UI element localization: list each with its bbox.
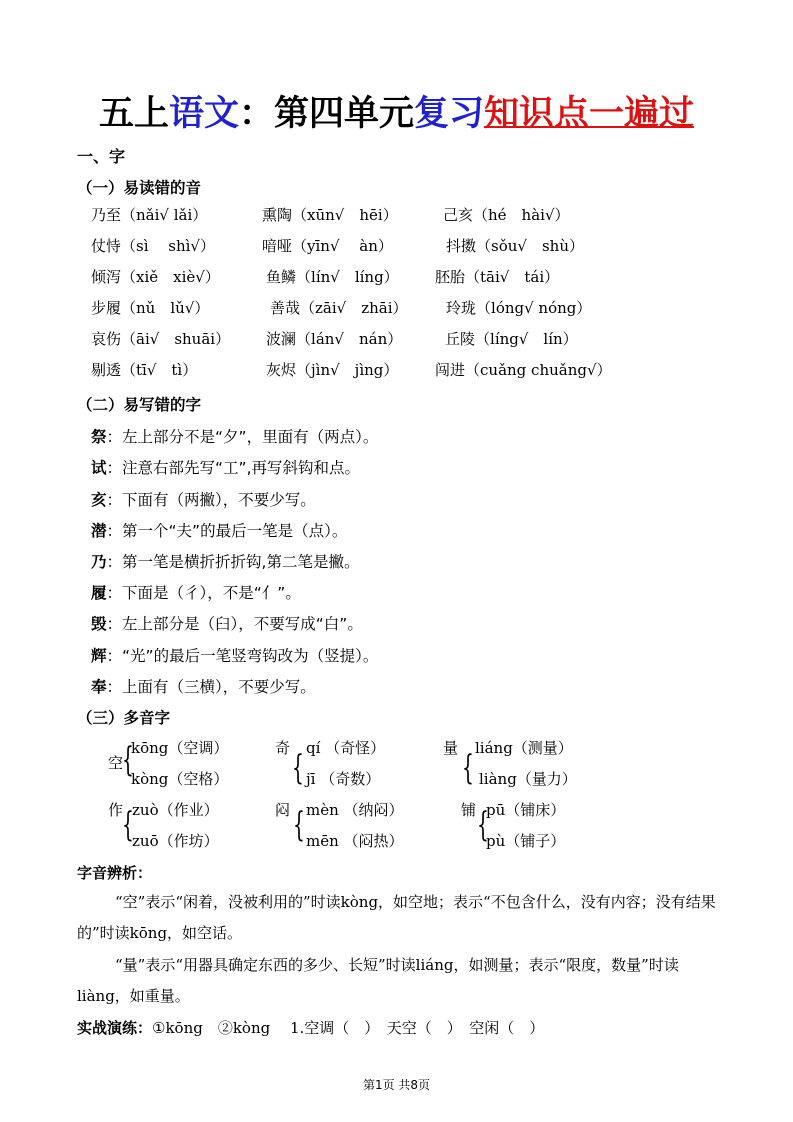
poly-reading: pù（铺子） bbox=[486, 832, 566, 850]
note-line: 毁：左上部分是（臼），不要写成“白”。 bbox=[91, 615, 363, 633]
practice-text: ①kōng ②kòng 1.空调（ ） 天空（ ） 空闲（ ） bbox=[152, 1019, 545, 1037]
page-footer: 第1页 共8页 bbox=[362, 1078, 431, 1092]
analysis-heading: 字音辨析： bbox=[77, 864, 153, 882]
pron-item: 丘陵（líng√ lín） bbox=[445, 330, 578, 348]
note-line: 履：下面是（彳），不是“亻”。 bbox=[91, 584, 301, 602]
poly-reading: kòng（空格） bbox=[131, 770, 229, 788]
brace-icon: { bbox=[477, 805, 489, 845]
poly-char: 量 bbox=[443, 739, 459, 757]
poly-reading: liàng（量力） bbox=[479, 770, 577, 788]
note-line: 乃：第一笔是横折折折钩,第二笔是撇。 bbox=[91, 553, 360, 571]
poly-char: 闷 bbox=[275, 801, 291, 819]
poly-char: 空 bbox=[108, 754, 124, 772]
note-line: 亥：下面有（两撇），不要少写。 bbox=[91, 491, 316, 509]
title-part-3: ：第四单元 bbox=[238, 94, 414, 134]
practice-label: 实战演练： bbox=[77, 1019, 153, 1037]
subsection-heading-3: （三）多音字 bbox=[77, 709, 171, 727]
brace-icon: { bbox=[293, 805, 305, 845]
poly-reading: liáng（测量） bbox=[475, 739, 573, 757]
title-part-2: 语文 bbox=[168, 94, 239, 134]
brace-icon: { bbox=[292, 748, 304, 788]
poly-char: 铺 bbox=[461, 801, 477, 819]
note-line: 奉：上面有（三横），不要少写。 bbox=[91, 678, 316, 696]
pron-item: 熏陶（xūn√ hēi） bbox=[262, 206, 398, 224]
section-heading: 一、字 bbox=[77, 147, 126, 166]
title-part-1: 五上 bbox=[98, 94, 169, 134]
pron-item: 波澜（lán√ nán） bbox=[266, 330, 403, 348]
pron-item: 鱼鳞（lín√ líng） bbox=[266, 268, 399, 286]
poly-reading: mēn （闷热） bbox=[306, 832, 404, 850]
brace-icon: { bbox=[122, 805, 134, 845]
pron-item: 倾泻（xiě xiè√） bbox=[91, 268, 220, 286]
analysis-paragraph: “量”表示“用器具确定东西的多少、长短”时读liáng，如测量；表示“限度，数量”时读liàng，如重量。 bbox=[77, 956, 679, 1005]
pron-item: 灰烬（jìn√ jìng） bbox=[266, 361, 399, 379]
poly-reading: kōng（空调） bbox=[131, 739, 229, 757]
subsection-heading-2: （二）易写错的字 bbox=[77, 396, 202, 414]
practice-line bbox=[77, 1017, 544, 1038]
subsection-heading-1: （一）易读错的音 bbox=[77, 179, 202, 197]
title-part-5: 知识点一遍过 bbox=[484, 94, 695, 134]
analysis-paragraph: “空”表示“闲着，没被利用的”时读kòng，如空地；表示“不包含什么，没有内容；没有结果的”时读kōng，如空话。 bbox=[77, 893, 716, 942]
note-line: 潜：第一个“夫”的最后一笔是（点）。 bbox=[91, 522, 348, 540]
note-line: 祭：左上部分不是“夕”，里面有（两点）。 bbox=[91, 428, 379, 446]
pron-item: 仗恃（sì shì√） bbox=[91, 237, 215, 255]
poly-reading: qí （奇怪） bbox=[306, 739, 386, 757]
page-title bbox=[0, 86, 793, 136]
poly-reading: zuō（作坊） bbox=[132, 832, 219, 850]
pron-item: 喑哑（yīn√ àn） bbox=[262, 237, 393, 255]
pron-item: 剔透（tī√ tì） bbox=[91, 361, 198, 379]
poly-reading: pū（铺床） bbox=[486, 801, 566, 819]
pron-item: 步履（nǔ lǔ√） bbox=[91, 299, 210, 317]
pron-item: 乃至（nǎi√ lǎi） bbox=[91, 206, 208, 224]
pron-item: 哀伤（āi√ shuāi） bbox=[91, 330, 231, 348]
pron-item: 善哉（zāi√ zhāi） bbox=[270, 299, 408, 317]
poly-char: 作 bbox=[108, 801, 124, 819]
pron-item: 玲珑（lóng√ nóng） bbox=[446, 299, 592, 317]
brace-icon: { bbox=[122, 740, 134, 780]
pron-item: 抖擞（sǒu√ shù） bbox=[446, 237, 584, 255]
poly-reading: zuò（作业） bbox=[132, 801, 219, 819]
pron-item: 胚胎（tāi√ tái） bbox=[435, 268, 560, 286]
pron-item: 己亥（hé hài√） bbox=[443, 206, 570, 224]
note-line: 试：注意右部先写“工”,再写斜钩和点。 bbox=[91, 459, 361, 477]
pron-item: 闯进（cuǎng chuǎng√） bbox=[435, 361, 612, 379]
poly-char: 奇 bbox=[275, 739, 291, 757]
poly-reading: mèn （纳闷） bbox=[306, 801, 404, 819]
note-line: 辉：“光”的最后一笔竖弯钩改为（竖提）。 bbox=[91, 647, 379, 665]
title-part-4: 复习 bbox=[414, 94, 485, 134]
brace-icon: { bbox=[462, 748, 474, 788]
poly-reading: jī （奇数） bbox=[306, 770, 381, 788]
